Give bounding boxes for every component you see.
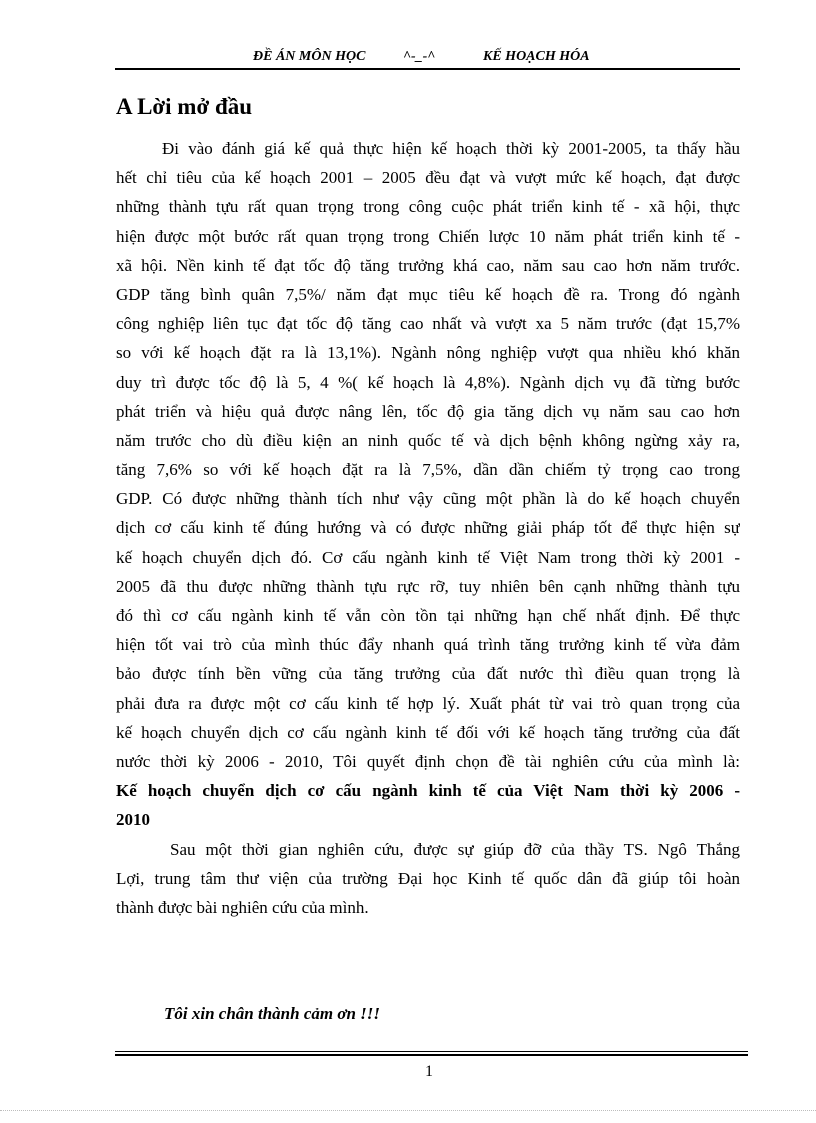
paragraph-line: hiện được một bước rất quan trọng trong Chiến lược 10 năm phát triển kinh tế -	[116, 226, 740, 246]
page-number: 1	[425, 1063, 433, 1080]
paragraph-line: Lợi, trung tâm thư viện của trường Đại học Kinh tế quốc dân đã giúp tôi hoàn	[116, 868, 740, 888]
paragraph-line: phải đưa ra được một cơ cấu kinh tế hợp lý. Xuất phát từ vai trò quan trọng của	[116, 693, 740, 713]
footer-rule	[115, 1054, 748, 1056]
paragraph-line: GDP. Có được những thành tích như vậy cũng một phần là do kế hoạch chuyển	[116, 489, 740, 509]
paragraph-line: 2005 đã thu được những thành tựu rực rỡ, tuy nhiên bên cạnh những thành tựu	[116, 576, 740, 596]
paragraph-line: những thành tựu rất quan trọng trong công cuộc phát triển kinh tế - xã hội, thực	[116, 197, 740, 217]
paragraph-line: duy trì được tốc độ là 5, 4 %( kế hoạch là 4,8%). Ngành dịch vụ đã từng bước	[116, 372, 740, 392]
paragraph-line: dịch cơ cấu kinh tế đúng hướng và có được những giải pháp tốt để thực hiện sự	[116, 518, 740, 538]
header-rule	[115, 68, 740, 70]
paragraph-line: Sau một thời gian nghiên cứu, được sự giúp đỡ của thầy TS. Ngô Thắng	[170, 839, 740, 859]
paragraph-line: thành được bài nghiên cứu của mình.	[116, 897, 369, 917]
paragraph-line: kế hoạch chuyển dịch đó. Cơ cấu ngành kinh tế Việt Nam trong thời kỳ 2001 -	[116, 547, 740, 567]
paragraph-line: hiện tốt vai trò của mình thúc đẩy nhanh quá trình tăng trưởng kinh tế vừa đảm	[116, 635, 740, 655]
page-header	[115, 46, 740, 68]
page-edge-divider	[0, 1110, 816, 1111]
research-topic-line: Kế hoạch chuyển dịch cơ cấu ngành kinh tế của Việt Nam thời kỳ 2006 -	[116, 781, 740, 801]
header-course-label: ĐỀ ÁN MÔN HỌC	[253, 49, 366, 64]
paragraph-line: bảo được tính bền vững của tăng trưởng của đất nước thì điều quan trọng là	[116, 664, 740, 684]
closing-thanks: Tôi xin chân thành cảm ơn !!!	[164, 1004, 381, 1023]
paragraph-line: hết chỉ tiêu của kế hoạch 2001 – 2005 đều đạt và vượt mức kế hoạch, đạt được	[116, 168, 740, 188]
footer-rule	[115, 1051, 748, 1052]
paragraph-line: xã hội. Nền kinh tế đạt tốc độ tăng trưởng khá cao, năm sau cao hơn năm trước.	[116, 255, 740, 275]
paragraph-line: phát triển và hiệu quả được nâng lên, tốc độ gia tăng dịch vụ năm sau cao hơn	[116, 401, 740, 421]
paragraph-line: Đi vào đánh giá kế quả thực hiện kế hoạch thời kỳ 2001-2005, ta thấy hầu	[162, 139, 740, 158]
section-title: A Lời mở đầu	[116, 94, 253, 119]
research-topic-line: 2010	[116, 810, 150, 830]
paragraph-line: GDP tăng bình quân 7,5%/ năm đạt mục tiêu kế hoạch đề ra. Trong đó ngành	[116, 284, 740, 304]
paragraph-line: công nghiệp liên tục đạt tốc độ tăng cao nhất và vượt xa 5 năm trước (đạt 15,7%	[116, 314, 740, 334]
header-subject-label: KẾ HOẠCH HÓA	[483, 49, 590, 64]
paragraph-line: đó thì cơ cấu ngành kinh tế vẫn còn tồn tại những hạn chế nhất định. Để thực	[116, 606, 740, 625]
paragraph-line: nước thời kỳ 2006 - 2010, Tôi quyết định chọn đề tài nghiên cứu của mình là:	[116, 751, 740, 771]
paragraph-line: năm trước cho dù điều kiện an ninh quốc tế và dịch bệnh không ngừng xảy ra,	[116, 430, 740, 450]
paragraph-line: kế hoạch chuyển dịch cơ cấu ngành kinh tế đối với kế hoạch tăng trưởng của đất	[116, 722, 740, 742]
header-emoticon: ^-_-^	[403, 49, 436, 64]
paragraph-line: so với kế hoạch đặt ra là 13,1%). Ngành nông nghiệp vượt qua nhiều khó khăn	[116, 343, 740, 363]
body-text	[116, 134, 740, 922]
paragraph-line: tăng 7,6% so với kế hoạch đặt ra là 7,5%, dần dần chiếm tỷ trọng cao trong	[116, 460, 740, 480]
